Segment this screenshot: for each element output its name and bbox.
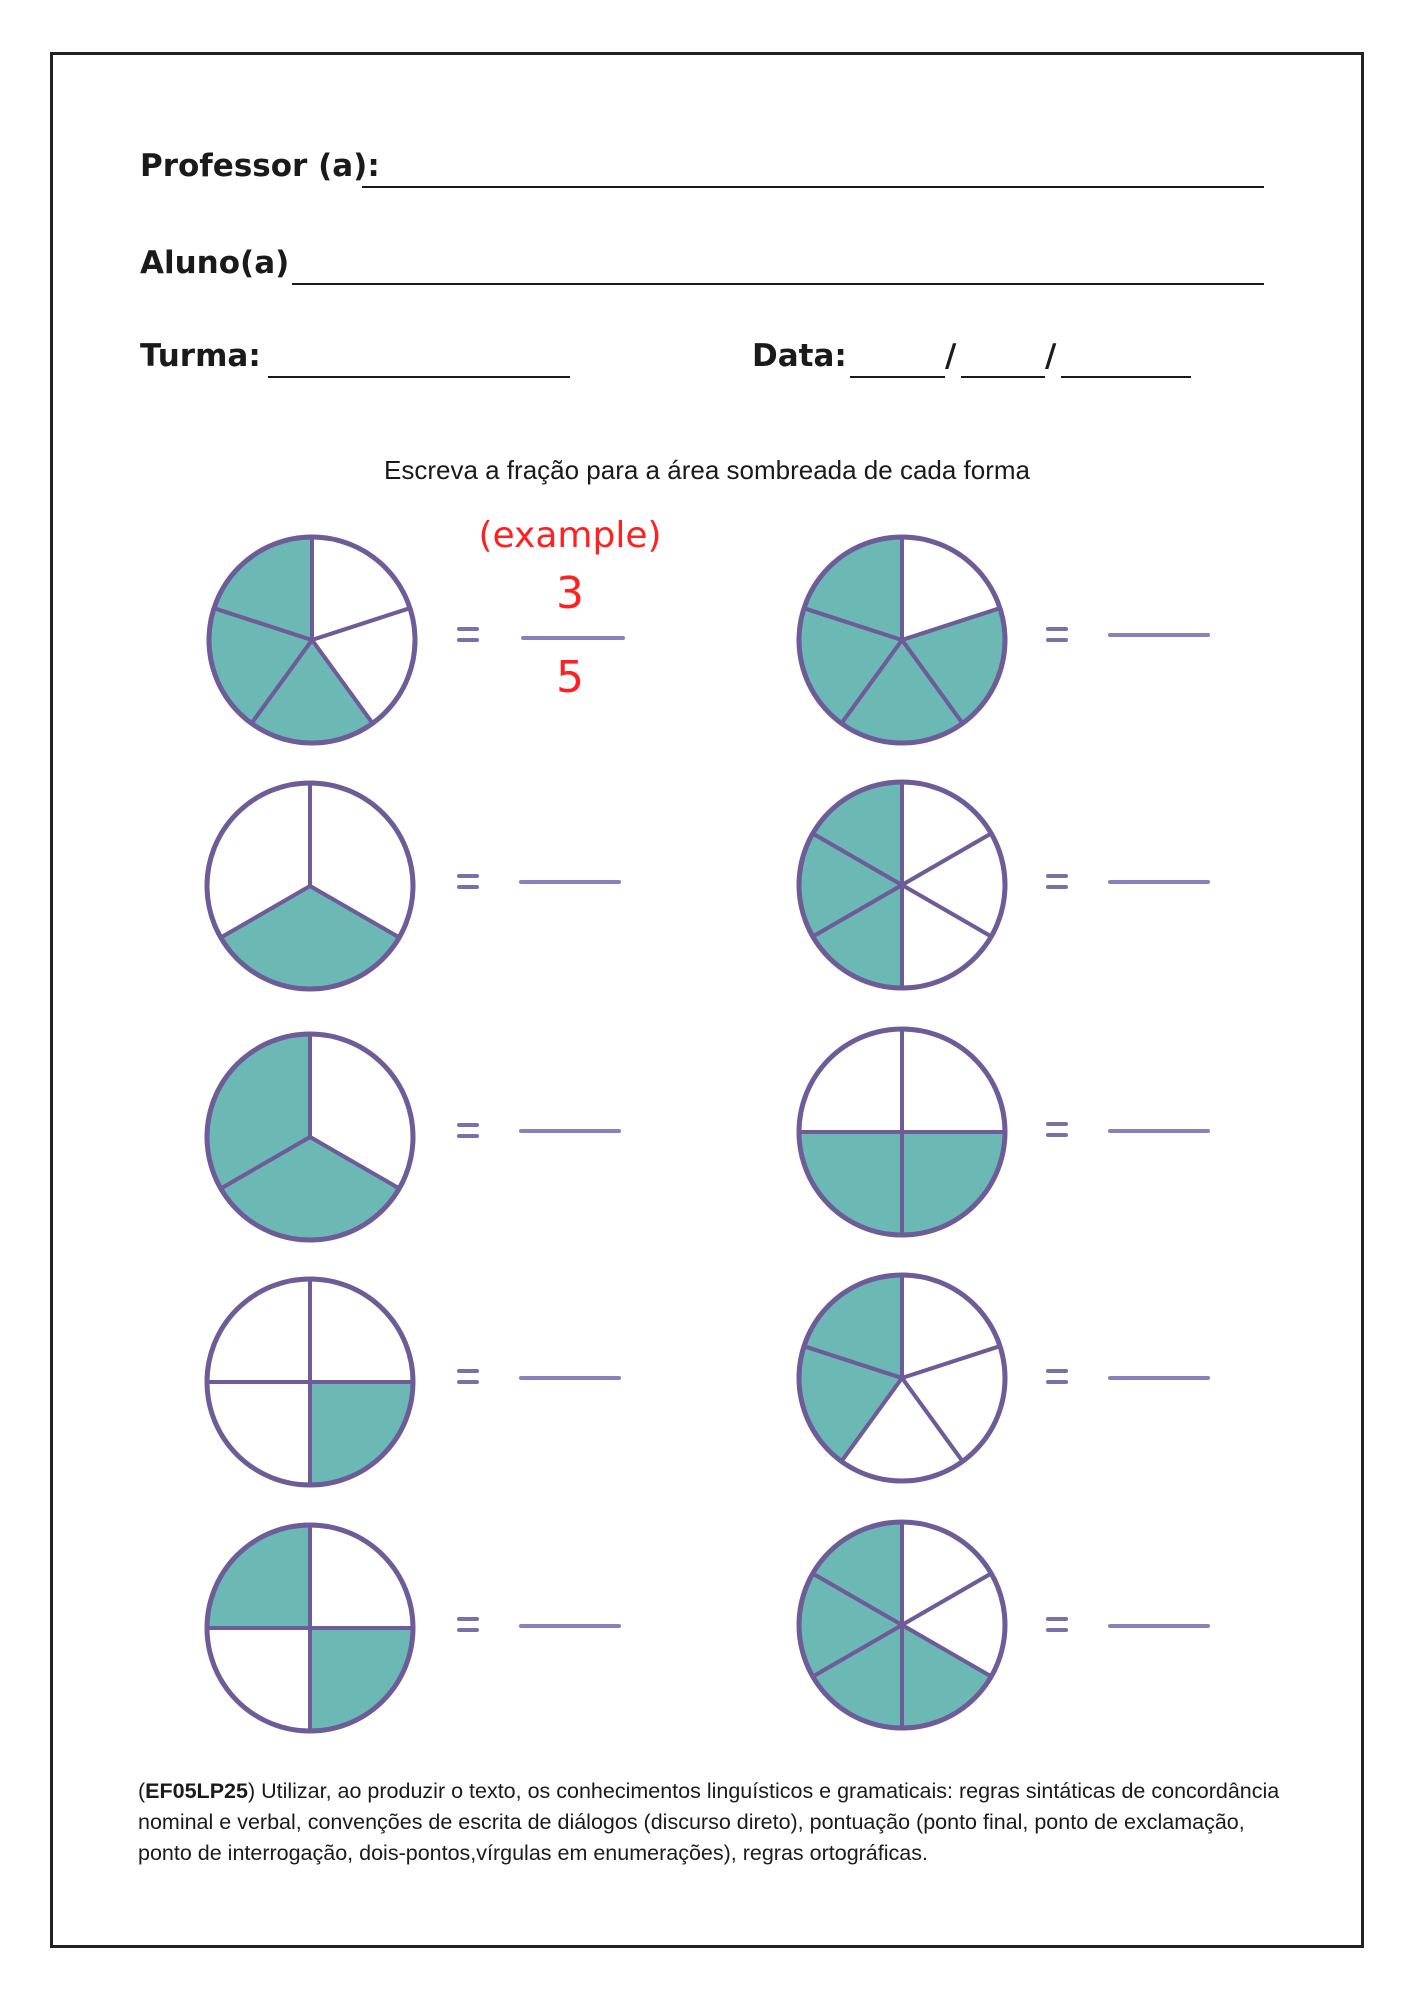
date-month-field[interactable] <box>961 376 1045 378</box>
student-field[interactable] <box>292 283 1264 285</box>
date-label: Data: <box>752 338 847 374</box>
example-denominator: 5 <box>556 652 584 703</box>
answer-line[interactable] <box>519 1129 621 1133</box>
example-fraction-bar <box>521 636 625 640</box>
pie-5-left <box>200 1518 420 1738</box>
pie-4-left <box>200 1272 420 1492</box>
answer-line[interactable] <box>519 880 621 884</box>
date-year-field[interactable] <box>1061 376 1191 378</box>
footnote-text: ) Utilizar, ao produzir o texto, os conhecimentos linguísticos e gramaticais: regras sintáticas de concordância nominal e verbal, convenções de escrita de diálogos (discurso direto), pontuação (ponto final, ponto de exclamação, ponto de interrogação, dois-pontos,vírgulas em enumerações), regras ortográficas. <box>138 1779 1280 1865</box>
footnote-open-paren: ( <box>138 1779 146 1803</box>
pie-1-right <box>792 530 1012 750</box>
answer-line[interactable] <box>519 1376 621 1380</box>
date-separator: / <box>945 338 957 374</box>
class-field[interactable] <box>268 376 570 378</box>
pie-1-left <box>202 530 422 750</box>
pie-3-left <box>200 1027 420 1247</box>
teacher-field[interactable] <box>362 186 1264 188</box>
example-numerator: 3 <box>556 568 584 619</box>
example-label: (example) <box>478 515 662 556</box>
answer-line[interactable] <box>1108 633 1210 637</box>
pie-5-right <box>792 1515 1012 1735</box>
pie-3-right <box>792 1022 1012 1242</box>
class-label: Turma: <box>140 338 261 374</box>
answer-line[interactable] <box>1108 880 1210 884</box>
pie-2-right <box>792 775 1012 995</box>
footnote-code: EF05LP25 <box>145 1779 248 1803</box>
pie-2-left <box>200 776 420 996</box>
answer-line[interactable] <box>1108 1376 1210 1380</box>
bncc-footnote <box>138 1776 1288 1869</box>
answer-line[interactable] <box>1108 1129 1210 1133</box>
instruction-text: Escreva a fração para a área sombreada de cada forma <box>383 455 1031 485</box>
teacher-label: Professor (a): <box>140 148 380 184</box>
date-separator: / <box>1045 338 1057 374</box>
answer-line[interactable] <box>519 1624 621 1628</box>
date-day-field[interactable] <box>850 376 945 378</box>
student-label: Aluno(a) <box>140 245 290 281</box>
pie-4-right <box>792 1268 1012 1488</box>
answer-line[interactable] <box>1108 1624 1210 1628</box>
